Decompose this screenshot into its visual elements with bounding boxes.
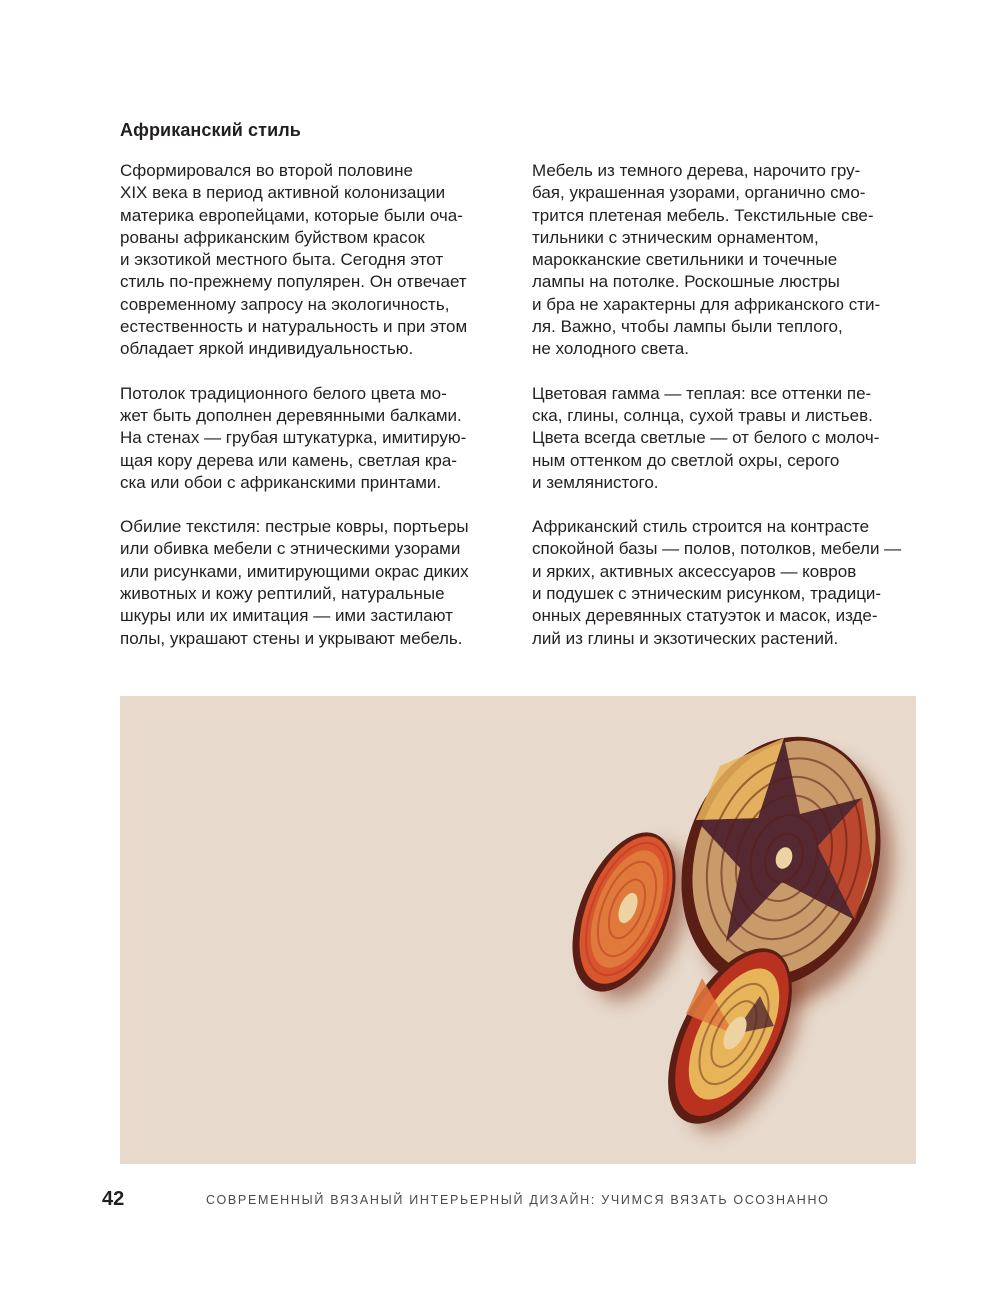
text-line: Цвета всегда светлые — от белого с молоч- bbox=[532, 428, 880, 448]
text-line: тильники с этническим орнаментом, bbox=[532, 227, 819, 247]
page-number: 42 bbox=[102, 1188, 125, 1210]
woven-baskets-photo bbox=[120, 696, 916, 1164]
text-line: или рисунками, имитирующими окрас диких bbox=[120, 561, 469, 581]
paragraph bbox=[532, 516, 917, 650]
text-line: полы, украшают стены и укрывают мебель. bbox=[120, 628, 463, 648]
text-line: естественность и натуральность и при этом bbox=[120, 317, 468, 337]
text-line: онных деревянных статуэток и масок, изде- bbox=[532, 606, 878, 626]
text-line: Сформировался во второй половине bbox=[120, 161, 413, 180]
text-line: Мебель из темного дерева, нарочито гру- bbox=[532, 161, 861, 180]
left-text-column bbox=[120, 160, 505, 672]
section-heading: Африканский стиль bbox=[120, 120, 301, 140]
text-line: материка европейцами, которые были оча- bbox=[120, 205, 463, 225]
text-line: трится плетеная мебель. Текстильные све- bbox=[532, 205, 874, 225]
paragraph bbox=[532, 383, 917, 494]
paragraph bbox=[120, 516, 505, 650]
text-line: современному запросу на экологичность, bbox=[120, 294, 450, 314]
paragraph bbox=[120, 383, 505, 494]
text-line: ным оттенком до светлой охры, серого bbox=[532, 450, 840, 470]
text-line: и подушек с этническим рисунком, традици- bbox=[532, 584, 882, 604]
text-line: и ярких, активных аксессуаров — ковров bbox=[532, 561, 857, 581]
text-line: ска, глины, солнца, сухой травы и листьев. bbox=[532, 405, 873, 425]
text-line: шкуры или их имитация — ими застилают bbox=[120, 606, 453, 626]
text-line: стиль по-прежнему популярен. Он отвечает bbox=[120, 272, 467, 292]
text-line: рованы африканским буйством красок bbox=[120, 227, 425, 247]
text-line: Потолок традиционного белого цвета мо- bbox=[120, 383, 447, 403]
text-line: и бра не характерны для африканского сти- bbox=[532, 294, 881, 314]
right-text-column bbox=[532, 160, 917, 672]
page-footer bbox=[0, 1186, 1000, 1216]
text-line: бая, украшенная узорами, органично смо- bbox=[532, 183, 866, 203]
text-line: не холодного света. bbox=[532, 339, 689, 359]
text-line: и экзотикой местного быта. Сегодня этот bbox=[120, 250, 444, 270]
text-line: ля. Важно, чтобы лампы были теплого, bbox=[532, 317, 843, 337]
text-line: или обивка мебели с этническими узорами bbox=[120, 539, 461, 559]
text-line: лий из глины и экзотических растений. bbox=[532, 628, 839, 648]
text-line: щая кору дерева или камень, светлая кра- bbox=[120, 450, 457, 470]
text-line: животных и кожу рептилий, натуральные bbox=[120, 584, 445, 604]
text-line: Африканский стиль строится на контрасте bbox=[532, 517, 870, 537]
running-title: СОВРЕМЕННЫЙ ВЯЗАНЫЙ ИНТЕРЬЕРНЫЙ ДИЗАЙН: УЧИМСЯ ВЯЗАТЬ ОСОЗНАННО bbox=[206, 1193, 830, 1207]
text-line: обладает яркой индивидуальностью. bbox=[120, 339, 414, 359]
text-line: Цветовая гамма — теплая: все оттенки пе- bbox=[532, 383, 872, 403]
text-line: марокканские светильники и точечные bbox=[532, 250, 838, 270]
text-line: спокойной базы — полов, потолков, мебели — bbox=[532, 539, 902, 559]
woven-baskets-illustration bbox=[120, 696, 916, 1164]
text-line: жет быть дополнен деревянными балками. bbox=[120, 405, 462, 425]
text-line: ска или обои с африканскими принтами. bbox=[120, 472, 442, 492]
paragraph bbox=[120, 160, 505, 361]
text-line: XIX века в период активной колонизации bbox=[120, 183, 446, 203]
text-line: лампы на потолке. Роскошные люстры bbox=[532, 272, 840, 292]
text-line: Обилие текстиля: пестрые ковры, портьеры bbox=[120, 517, 469, 537]
text-line: и землянистого. bbox=[532, 472, 659, 492]
paragraph bbox=[532, 160, 917, 361]
text-line: На стенах — грубая штукатурка, имитирую- bbox=[120, 428, 467, 448]
